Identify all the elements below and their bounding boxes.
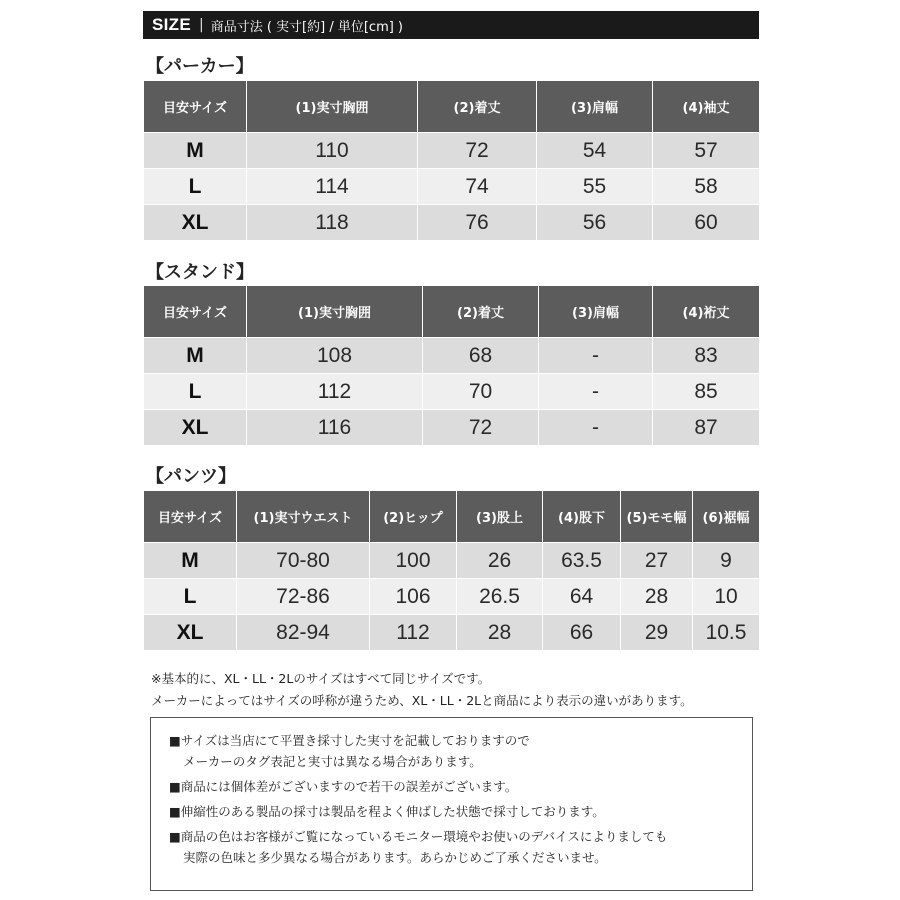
value-cell: 116	[247, 410, 423, 446]
header-cell: (4)裄丈	[653, 286, 760, 338]
header-cell: (6)裾幅	[693, 491, 760, 543]
value-cell: 82-94	[237, 615, 370, 651]
header-subtitle: 商品寸法 ( 実寸[約] / 単位[cm] )	[210, 19, 404, 35]
size-label: SIZE	[152, 15, 191, 34]
value-cell: 112	[247, 374, 423, 410]
value-cell: -	[539, 374, 653, 410]
value-cell: 70-80	[237, 543, 370, 579]
value-cell: 55	[537, 169, 653, 205]
header-cell: 目安サイズ	[144, 81, 247, 133]
value-cell: 72	[423, 410, 539, 446]
value-cell: 63.5	[543, 543, 621, 579]
header-cell: (4)袖丈	[653, 81, 760, 133]
table-row	[144, 615, 760, 651]
value-cell: 108	[247, 338, 423, 374]
table-row	[144, 374, 760, 410]
value-cell: -	[539, 410, 653, 446]
note-line: メーカーによってはサイズの呼称が違うため、XL・LL・2Lと商品により表示の違いがあります。	[151, 693, 693, 708]
value-cell: 29	[621, 615, 693, 651]
value-cell: 76	[418, 205, 537, 241]
value-cell: 70	[423, 374, 539, 410]
value-cell: 10	[693, 579, 760, 615]
size-cell: XL	[144, 615, 237, 651]
header-cell: (2)着丈	[418, 81, 537, 133]
caution-line: ■商品には個体差がございますので若干の誤差がございます。	[169, 779, 518, 794]
caution-item	[169, 826, 752, 868]
header-cell: (2)着丈	[423, 286, 539, 338]
size-table-parka	[143, 80, 760, 241]
header-cell: (1)実寸胸囲	[247, 81, 418, 133]
value-cell: 68	[423, 338, 539, 374]
value-cell: 72	[418, 133, 537, 169]
value-cell: 58	[653, 169, 760, 205]
size-cell: L	[144, 374, 247, 410]
section-title-pants: 【パンツ】	[146, 466, 236, 487]
caution-line: ■伸縮性のある製品の採寸は製品を程よく伸ばした状態で採寸しております。	[169, 804, 605, 819]
table-row	[144, 338, 760, 374]
size-cell: XL	[144, 205, 247, 241]
table-header-row	[144, 286, 760, 338]
value-cell: 83	[653, 338, 760, 374]
size-table-pants	[143, 490, 760, 651]
value-cell: 64	[543, 579, 621, 615]
size-table-stand	[143, 285, 760, 446]
header-cell: (5)モモ幅	[621, 491, 693, 543]
header-cell: 目安サイズ	[144, 491, 237, 543]
caution-line: ■商品の色はお客様がご覧になっているモニター環境やお使いのデバイスによりましても	[169, 829, 668, 844]
value-cell: 118	[247, 205, 418, 241]
table-row	[144, 133, 760, 169]
value-cell: 26.5	[457, 579, 543, 615]
size-cell: M	[144, 133, 247, 169]
header-cell: (3)肩幅	[539, 286, 653, 338]
value-cell: 57	[653, 133, 760, 169]
caution-line: メーカーのタグ表記と実寸は異なる場合があります。	[183, 754, 482, 769]
value-cell: 100	[370, 543, 457, 579]
size-cell: L	[144, 579, 237, 615]
value-cell: 56	[537, 205, 653, 241]
value-cell: 74	[418, 169, 537, 205]
header-separator: |	[199, 17, 204, 33]
caution-line: 実際の色味と多少異なる場合があります。あらかじめご了承くださいませ。	[183, 850, 607, 865]
header-cell: (1)実寸ウエスト	[237, 491, 370, 543]
caution-line: ■サイズは当店にて平置き採寸した実寸を記載しておりますので	[169, 733, 530, 748]
header-cell: (2)ヒップ	[370, 491, 457, 543]
size-cell: M	[144, 543, 237, 579]
section-title-stand: 【スタンド】	[146, 262, 254, 283]
value-cell: 26	[457, 543, 543, 579]
value-cell: 60	[653, 205, 760, 241]
table-row	[144, 205, 760, 241]
value-cell: 10.5	[693, 615, 760, 651]
size-cell: M	[144, 338, 247, 374]
value-cell: -	[539, 338, 653, 374]
table-row	[144, 543, 760, 579]
caution-box	[150, 717, 753, 891]
value-cell: 112	[370, 615, 457, 651]
caution-item	[169, 730, 752, 772]
table-row	[144, 169, 760, 205]
table-row	[144, 410, 760, 446]
table-row	[144, 579, 760, 615]
value-cell: 110	[247, 133, 418, 169]
header-cell: (3)股上	[457, 491, 543, 543]
value-cell: 27	[621, 543, 693, 579]
value-cell: 66	[543, 615, 621, 651]
table-header-row	[144, 491, 760, 543]
value-cell: 28	[457, 615, 543, 651]
size-notes	[151, 668, 693, 712]
table-header-row	[144, 81, 760, 133]
header-cell: (1)実寸胸囲	[247, 286, 423, 338]
header-cell: 目安サイズ	[144, 286, 247, 338]
value-cell: 114	[247, 169, 418, 205]
size-header-bar	[143, 11, 759, 39]
size-cell: L	[144, 169, 247, 205]
caution-item	[169, 776, 752, 797]
header-cell: (4)股下	[543, 491, 621, 543]
caution-item	[169, 801, 752, 822]
value-cell: 9	[693, 543, 760, 579]
section-title-parka: 【パーカー】	[146, 56, 254, 77]
size-cell: XL	[144, 410, 247, 446]
value-cell: 106	[370, 579, 457, 615]
value-cell: 87	[653, 410, 760, 446]
value-cell: 28	[621, 579, 693, 615]
header-cell: (3)肩幅	[537, 81, 653, 133]
note-line: ※基本的に、XL・LL・2Lのサイズはすべて同じサイズです。	[151, 671, 491, 686]
value-cell: 54	[537, 133, 653, 169]
value-cell: 72-86	[237, 579, 370, 615]
value-cell: 85	[653, 374, 760, 410]
